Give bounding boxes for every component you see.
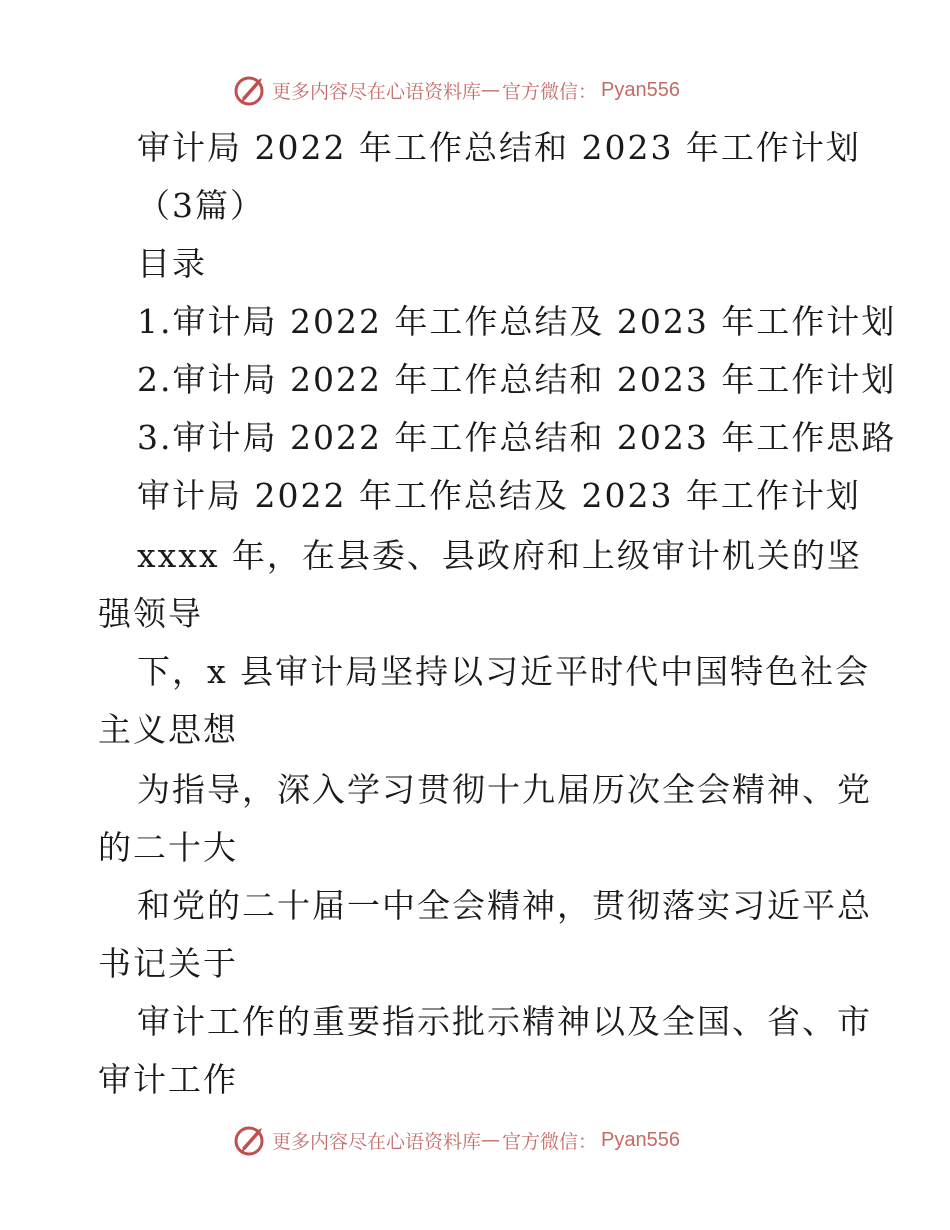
body-paragraph-line: 书记关于 [98, 944, 238, 983]
document-title-count: （3篇） [137, 186, 265, 225]
body-paragraph-line: 的二十大 [98, 828, 238, 867]
banner-wechat-label: 官方微信： [502, 1130, 598, 1153]
toc-heading: 目录 [137, 244, 207, 283]
banner-separator: — [481, 79, 501, 101]
banner-wechat-label: 官方微信： [502, 80, 598, 103]
banner-slogan: 更多内容尽在心语资料库 [272, 1130, 482, 1153]
body-paragraph-line: 审计工作 [98, 1060, 238, 1099]
body-paragraph-line: xxxx 年，在县委、县政府和上级审计机关的坚 [137, 536, 862, 575]
quill-pen-logo-icon [233, 73, 267, 107]
quill-pen-logo-icon [233, 1123, 267, 1157]
toc-item: 1.审计局 2022 年工作总结及 2023 年工作计划 [137, 302, 897, 341]
section-title: 审计局 2022 年工作总结及 2023 年工作计划 [137, 476, 861, 515]
header-watermark-banner [233, 72, 680, 108]
footer-watermark-banner [233, 1122, 680, 1158]
banner-slogan: 更多内容尽在心语资料库 [272, 80, 482, 103]
toc-item: 3.审计局 2022 年工作总结和 2023 年工作思路 [137, 418, 897, 457]
body-paragraph-line: 下，x 县审计局坚持以习近平时代中国特色社会 [137, 652, 871, 691]
banner-wechat-id: Pyan556 [601, 78, 680, 101]
banner-separator: — [481, 1129, 501, 1151]
body-paragraph-line: 和党的二十届一中全会精神，贯彻落实习近平总 [137, 886, 872, 925]
banner-wechat-id: Pyan556 [601, 1128, 680, 1151]
toc-item: 2.审计局 2022 年工作总结和 2023 年工作计划 [137, 360, 897, 399]
body-paragraph-line: 主义思想 [98, 710, 238, 749]
body-paragraph-line: 强领导 [98, 594, 203, 633]
body-paragraph-line: 为指导，深入学习贯彻十九届历次全会精神、党 [137, 770, 872, 809]
body-paragraph-line: 审计工作的重要指示批示精神以及全国、省、市 [137, 1002, 872, 1041]
document-title: 审计局 2022 年工作总结和 2023 年工作计划 [137, 128, 861, 167]
